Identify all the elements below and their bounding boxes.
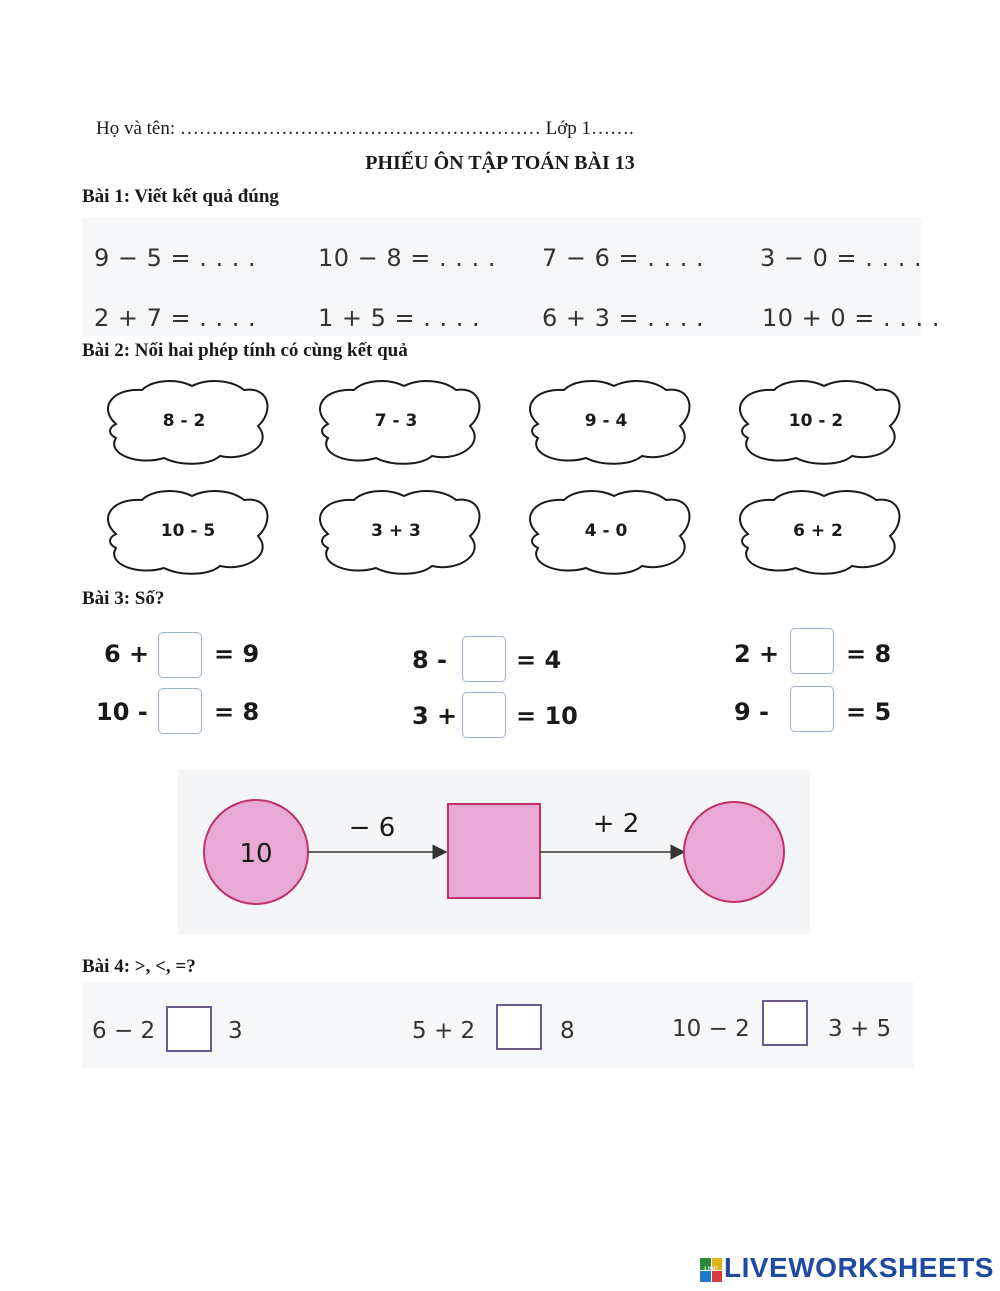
bai3-right: = 4 [516,646,562,674]
cloud-label: 9 - 4 [584,411,628,431]
cloud-item[interactable] [320,491,479,574]
cloud-item[interactable] [108,381,267,464]
cloud-label: 6 + 2 [793,521,843,541]
cloud-item[interactable] [530,381,689,464]
answer-box[interactable] [790,628,834,674]
compare-right: 8 [560,1018,575,1044]
end-circle [684,802,784,902]
bai3-right: = 8 [846,640,892,668]
cloud-label: 10 - 2 [788,411,844,431]
bai3-left: 8 - [412,646,448,674]
answer-box[interactable] [158,688,202,734]
answer-box[interactable] [462,692,506,738]
bai4-heading: Bài 4: >, <, =? [82,956,196,977]
cloud-item[interactable] [740,491,899,574]
bai1-equation: 2 + 7 = . . . . [94,304,257,332]
bai3-left: 6 + [104,640,150,668]
chain-diagram [178,770,810,934]
compare-right: 3 + 5 [828,1016,892,1042]
compare-box[interactable] [762,1000,808,1046]
answer-box[interactable] [790,686,834,732]
bai2-clouds [0,370,1000,590]
answer-box[interactable] [158,632,202,678]
compare-right: 3 [228,1018,243,1044]
bai3-left: 10 - [96,698,148,726]
start-value: 10 [239,839,273,869]
compare-box[interactable] [496,1004,542,1050]
cloud-label: 7 - 3 [374,411,418,431]
bai3-right: = 9 [214,640,260,668]
bai3-left: 2 + [734,640,780,668]
bai1-equation: 3 − 0 = . . . . [760,244,923,272]
bai3-left: 3 + [412,702,458,730]
bai1-equation: 6 + 3 = . . . . [542,304,705,332]
bai2-heading: Bài 2: Nối hai phép tính có cùng kết quả [82,340,408,361]
bai3-right: = 10 [516,702,578,730]
op1-label: − 6 [348,813,396,843]
bai3-heading: Bài 3: Số? [82,588,165,609]
compare-left: 10 − 2 [672,1016,750,1042]
bai1-equation: 1 + 5 = . . . . [318,304,481,332]
name-class-line: Họ và tên: ………………………………………………… Lớp 1……. [96,118,634,139]
compare-left: 6 − 2 [92,1018,156,1044]
cloud-label: 10 - 5 [160,521,216,541]
cloud-item[interactable] [740,381,899,464]
logo-badge: LIVE [704,1267,718,1273]
page-title: PHIẾU ÔN TẬP TOÁN BÀI 13 [365,152,635,174]
liveworksheets-logo: LIVEWORKSHEETS [724,1252,994,1283]
cloud-item[interactable] [530,491,689,574]
bai3-right: = 5 [846,698,892,726]
cloud-item[interactable] [108,491,267,574]
cloud-label: 8 - 2 [162,411,206,431]
bai3-right: = 8 [214,698,260,726]
bai1-equation: 7 − 6 = . . . . [542,244,705,272]
bai3-left: 9 - [734,698,770,726]
bai1-heading: Bài 1: Viết kết quả đúng [82,186,279,207]
bai1-equation: 10 − 8 = . . . . [318,244,496,272]
bai1-equation: 10 + 0 = . . . . [762,304,940,332]
cloud-label: 4 - 0 [584,521,628,541]
cloud-item[interactable] [320,381,479,464]
compare-left: 5 + 2 [412,1018,476,1044]
cloud-label: 3 + 3 [371,521,421,541]
bai1-equation: 9 − 5 = . . . . [94,244,257,272]
middle-square [448,804,540,898]
op2-label: + 2 [592,809,640,839]
compare-box[interactable] [166,1006,212,1052]
answer-box[interactable] [462,636,506,682]
